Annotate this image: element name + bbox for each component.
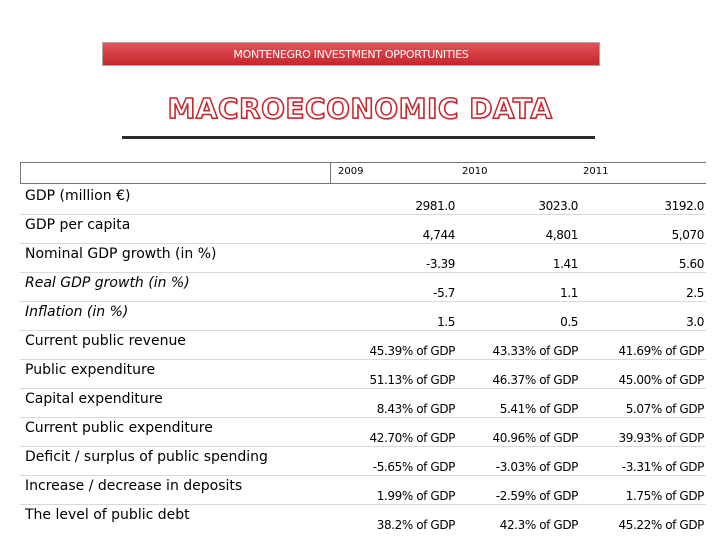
row-separator — [20, 359, 706, 360]
value-cell-2011: 39.93% of GDP — [618, 431, 704, 445]
row-label: GDP (million €) — [25, 188, 131, 204]
header-banner — [102, 42, 600, 66]
value-cell-2011: 5,070 — [671, 228, 704, 242]
value-cell-2011: 5.07% of GDP — [625, 402, 704, 416]
value-cell-2011: -3.31% of GDP — [621, 460, 704, 474]
value-cell-2010: 40.96% of GDP — [492, 431, 578, 445]
row-separator — [20, 446, 706, 447]
value-cell-2011: 1.75% of GDP — [625, 489, 704, 503]
year-header-2011: 2011 — [583, 166, 609, 177]
value-cell-2009: 38.2% of GDP — [376, 518, 455, 532]
value-cell-2010: 0.5 — [560, 315, 578, 329]
value-cell-2010: 4,801 — [545, 228, 578, 242]
row-label: GDP per capita — [25, 217, 131, 233]
value-cell-2010: 3023.0 — [538, 199, 578, 213]
value-cell-2011: 41.69% of GDP — [618, 344, 704, 358]
row-label: Increase / decrease in deposits — [25, 478, 243, 494]
page-title: MACROECONOMIC DATA — [167, 92, 553, 125]
row-separator — [20, 330, 706, 331]
value-cell-2009: -3.39 — [425, 257, 455, 271]
row-label: Real GDP growth (in %) — [25, 275, 190, 291]
row-separator — [20, 243, 706, 244]
value-cell-2011: 5.60 — [678, 257, 704, 271]
value-cell-2010: 1.41 — [552, 257, 578, 271]
value-cell-2009: -5.65% of GDP — [372, 460, 455, 474]
value-cell-2010: 46.37% of GDP — [492, 373, 578, 387]
value-cell-2010: 43.33% of GDP — [492, 344, 578, 358]
row-separator — [20, 272, 706, 273]
value-cell-2010: 5.41% of GDP — [499, 402, 578, 416]
year-header-2009: 2009 — [338, 166, 364, 177]
row-separator — [20, 301, 706, 302]
value-cell-2009: 45.39% of GDP — [369, 344, 455, 358]
row-label: Nominal GDP growth (in %) — [25, 246, 217, 262]
year-header-2010: 2010 — [462, 166, 488, 177]
row-label: Current public expenditure — [25, 420, 213, 436]
value-cell-2009: 51.13% of GDP — [369, 373, 455, 387]
value-cell-2010: 1.1 — [560, 286, 578, 300]
row-label: Public expenditure — [25, 362, 156, 378]
value-cell-2010: 42.3% of GDP — [499, 518, 578, 532]
value-cell-2009: 2981.0 — [415, 199, 455, 213]
row-label: Capital expenditure — [25, 391, 163, 407]
value-cell-2010: -2.59% of GDP — [495, 489, 578, 503]
value-cell-2011: 45.22% of GDP — [618, 518, 704, 532]
value-cell-2009: 1.5 — [437, 315, 455, 329]
row-separator — [20, 475, 706, 476]
value-cell-2009: 4,744 — [422, 228, 455, 242]
value-cell-2010: -3.03% of GDP — [495, 460, 578, 474]
year-header-divider — [330, 162, 331, 184]
title-underline — [122, 136, 595, 139]
value-cell-2009: -5.7 — [433, 286, 455, 300]
value-cell-2011: 45.00% of GDP — [618, 373, 704, 387]
row-label: Inflation (in %) — [25, 304, 129, 320]
value-cell-2009: 42.70% of GDP — [369, 431, 455, 445]
row-label: Current public revenue — [25, 333, 186, 349]
banner-text: MONTENEGRO INVESTMENT OPPORTUNITIES — [233, 47, 469, 61]
value-cell-2011: 3.0 — [686, 315, 704, 329]
value-cell-2009: 8.43% of GDP — [376, 402, 455, 416]
value-cell-2011: 3192.0 — [664, 199, 704, 213]
row-label: The level of public debt — [25, 507, 190, 523]
row-separator — [20, 388, 706, 389]
row-separator — [20, 214, 706, 215]
value-cell-2011: 2.5 — [686, 286, 704, 300]
row-separator — [20, 417, 706, 418]
row-separator — [20, 504, 706, 505]
row-label: Deficit / surplus of public spending — [25, 449, 268, 465]
value-cell-2009: 1.99% of GDP — [376, 489, 455, 503]
